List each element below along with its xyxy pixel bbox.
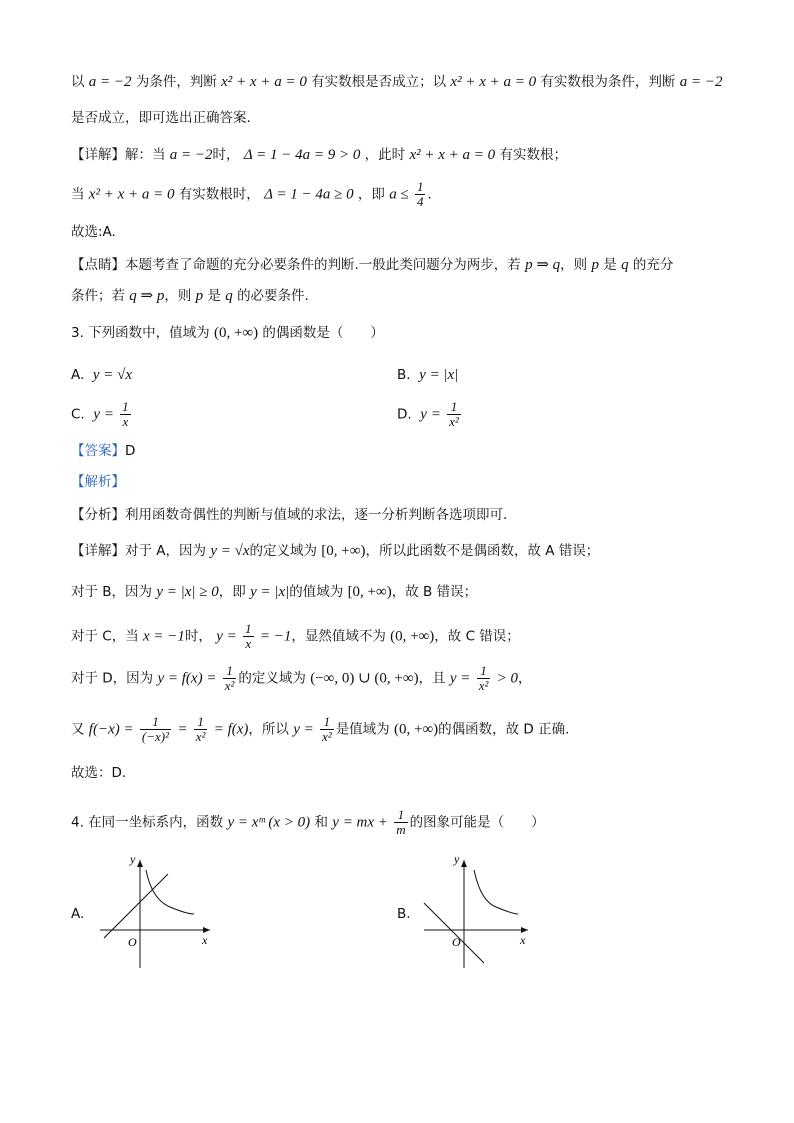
fraction bbox=[243, 622, 254, 651]
option-c bbox=[71, 400, 133, 429]
math-expr: y = √x bbox=[210, 543, 250, 559]
y-axis-label: y bbox=[130, 852, 136, 866]
math-expr: p bbox=[591, 257, 599, 273]
math-expr: p bbox=[195, 288, 204, 304]
text: 是 bbox=[207, 288, 221, 304]
math-expr: y = bbox=[293, 721, 314, 738]
detail-line bbox=[71, 145, 567, 165]
math-expr: (0, +∞) bbox=[390, 628, 435, 645]
math-expr: p ⇒ q bbox=[525, 257, 561, 273]
math-expr: a ≤ bbox=[389, 186, 409, 203]
option-label: B. bbox=[397, 367, 411, 383]
text: 条件；若 bbox=[71, 288, 125, 304]
text: 对于 A，因为 bbox=[125, 543, 207, 559]
text: 对于 B，因为 bbox=[71, 584, 153, 600]
math-expr: q bbox=[621, 257, 629, 273]
text: ，故 C 错误； bbox=[434, 628, 520, 645]
fraction bbox=[415, 180, 426, 209]
math-expr: y = xᵐ (x > 0) bbox=[227, 814, 311, 831]
text: . bbox=[427, 186, 432, 203]
text: 解：当 bbox=[125, 147, 166, 163]
question-stem bbox=[71, 323, 384, 343]
line-graph bbox=[104, 874, 168, 938]
denominator: 4 bbox=[416, 194, 424, 209]
numerator: 1 bbox=[320, 715, 334, 730]
text: ，故 B 错误； bbox=[391, 584, 478, 600]
fraction bbox=[140, 715, 171, 744]
text: ，且 bbox=[418, 670, 446, 687]
text-line: 故选:A. bbox=[71, 224, 116, 240]
denominator: x² bbox=[224, 678, 235, 693]
numerator: 1 bbox=[394, 808, 407, 823]
detail-line bbox=[71, 715, 569, 744]
section-tag: 【点睛】 bbox=[71, 257, 125, 273]
graph-a bbox=[90, 850, 220, 975]
math-expr: = bbox=[177, 721, 188, 738]
option-b bbox=[397, 365, 458, 385]
denominator: x bbox=[245, 636, 252, 651]
detail-line bbox=[71, 541, 599, 561]
x-axis-label: x bbox=[202, 933, 208, 947]
numerator: 1 bbox=[477, 664, 491, 679]
fraction bbox=[394, 808, 407, 837]
numerator: 1 bbox=[416, 179, 424, 194]
denominator: x² bbox=[449, 414, 459, 429]
option-label: D. bbox=[397, 406, 412, 423]
math-expr: y = bbox=[449, 670, 471, 687]
text: ，则 bbox=[560, 257, 588, 273]
text: 有实数根是否成立；以 bbox=[311, 74, 447, 90]
option-label: A. bbox=[71, 367, 85, 383]
math-expr: y = mx + bbox=[332, 814, 388, 831]
answer-value: D bbox=[125, 443, 136, 459]
math-expr: a = −2 bbox=[679, 74, 723, 90]
text: 3. 下列函数中，值域为 bbox=[71, 325, 210, 341]
math-expr: Δ = 1 − 4a = 9 > 0 bbox=[243, 147, 361, 163]
graph-b bbox=[414, 850, 544, 975]
fraction bbox=[120, 400, 131, 429]
power-curve bbox=[474, 870, 518, 914]
comment-line bbox=[71, 286, 309, 306]
fraction bbox=[477, 664, 491, 693]
fraction bbox=[320, 715, 334, 744]
text: 和 bbox=[314, 814, 328, 831]
analysis-line bbox=[71, 505, 507, 525]
text: ，所以 bbox=[248, 721, 289, 738]
origin-label: O bbox=[128, 935, 137, 949]
numerator: 1 bbox=[447, 400, 461, 415]
text: 当 bbox=[71, 186, 85, 203]
text: ，显然值域不为 bbox=[291, 628, 386, 645]
comment-line bbox=[71, 255, 673, 275]
math-expr: x = −1 bbox=[143, 628, 185, 645]
question-stem bbox=[71, 808, 545, 837]
text: ，即 bbox=[218, 584, 246, 600]
y-axis-label: y bbox=[454, 852, 460, 866]
text: 的定义域为 bbox=[238, 670, 306, 687]
text: 时， bbox=[184, 628, 212, 645]
text: 是值域为 bbox=[335, 721, 390, 738]
text: 为条件，判断 bbox=[135, 74, 217, 90]
text: 的图象可能是（ ） bbox=[409, 814, 545, 831]
graph-b-label: B. bbox=[397, 906, 411, 922]
text: 的值域为 bbox=[289, 584, 344, 600]
math-expr: y = |x| bbox=[419, 367, 459, 383]
line-graph bbox=[424, 903, 484, 963]
text: 有实数根时， bbox=[178, 186, 260, 203]
text: 的定义域为 bbox=[249, 543, 317, 559]
text: ， bbox=[518, 670, 532, 687]
answer-line bbox=[71, 441, 135, 461]
fraction bbox=[447, 400, 461, 429]
numerator: 1 bbox=[245, 621, 252, 636]
text: 4. 在同一坐标系内，函数 bbox=[71, 814, 224, 831]
text: 有实数根； bbox=[499, 147, 567, 163]
denominator: x² bbox=[322, 729, 332, 744]
section-tag: 【详解】 bbox=[71, 147, 125, 163]
fraction bbox=[194, 715, 208, 744]
denominator: x² bbox=[478, 678, 489, 693]
math-expr: [0, +∞) bbox=[321, 543, 366, 559]
math-expr: = f(x) bbox=[213, 721, 249, 738]
denominator: (−x)² bbox=[141, 729, 170, 744]
detail-line bbox=[71, 180, 432, 209]
y-axis-arrow bbox=[461, 860, 467, 867]
text: 以 bbox=[71, 74, 85, 90]
x-axis-label: x bbox=[520, 933, 526, 947]
option-label: C. bbox=[71, 406, 85, 423]
math-expr: > 0 bbox=[496, 670, 519, 687]
text: 对于 C，当 bbox=[71, 628, 139, 645]
answer-tag: 【答案】 bbox=[71, 443, 125, 459]
math-expr: f(−x) = bbox=[88, 721, 134, 738]
math-expr: (−∞, 0) ∪ (0, +∞) bbox=[310, 670, 419, 687]
text: 利用函数奇偶性的判断与值域的求法，逐一分析判断各选项即可. bbox=[125, 507, 508, 523]
text-line: 故选：D. bbox=[71, 765, 127, 781]
math-expr: (0, +∞) bbox=[213, 325, 259, 341]
fraction bbox=[223, 664, 237, 693]
origin-label: O bbox=[452, 935, 461, 949]
text: 是 bbox=[603, 257, 617, 273]
numerator: 1 bbox=[194, 715, 208, 730]
text: 对于 D，因为 bbox=[71, 670, 154, 687]
text-line bbox=[71, 72, 722, 92]
text: 又 bbox=[71, 721, 85, 738]
numerator: 1 bbox=[140, 715, 171, 730]
detail-line bbox=[71, 622, 520, 651]
option-d bbox=[397, 400, 463, 429]
math-expr: y = √x bbox=[92, 367, 133, 383]
denominator: x² bbox=[195, 729, 206, 744]
math-expr: x² + x + a = 0 bbox=[221, 74, 307, 90]
denominator: x bbox=[122, 414, 129, 429]
section-tag: 【详解】 bbox=[71, 543, 125, 559]
text: ，所以此函数不是偶函数，故 A 错误； bbox=[365, 543, 600, 559]
text: ，则 bbox=[164, 288, 192, 304]
text: 的偶函数是（ ） bbox=[262, 325, 384, 341]
math-expr: (0, +∞) bbox=[393, 721, 439, 738]
math-expr: y = |x| ≥ 0 bbox=[156, 584, 219, 600]
text: ，此时 bbox=[364, 147, 406, 163]
math-expr: Δ = 1 − 4a ≥ 0 bbox=[264, 186, 354, 203]
text: ，即 bbox=[357, 186, 385, 203]
text: 本题考查了命题的充分必要条件的判断.一般此类问题分为两步，若 bbox=[125, 257, 521, 273]
text: 的偶函数，故 D 正确. bbox=[438, 721, 570, 738]
math-expr: q bbox=[225, 288, 233, 304]
math-expr: a = −2 bbox=[169, 147, 213, 163]
math-expr: y = f(x) = bbox=[157, 670, 217, 687]
math-expr: y = |x| bbox=[250, 584, 290, 600]
numerator: 1 bbox=[223, 664, 237, 679]
detail-line bbox=[71, 582, 477, 602]
text: 有实数根为条件，判断 bbox=[540, 74, 676, 90]
text: 时， bbox=[212, 147, 240, 163]
math-expr: = −1 bbox=[259, 628, 292, 645]
text: 的必要条件. bbox=[237, 288, 309, 304]
math-expr: a = −2 bbox=[88, 74, 132, 90]
numerator: 1 bbox=[122, 399, 129, 414]
detail-line bbox=[71, 664, 532, 693]
graph-a-label: A. bbox=[71, 906, 85, 922]
power-curve bbox=[146, 870, 194, 914]
option-a bbox=[71, 365, 132, 385]
math-expr: y = bbox=[216, 628, 237, 645]
math-expr: y = bbox=[93, 406, 114, 423]
math-expr: [0, +∞) bbox=[347, 584, 392, 600]
text-line: 是否成立，即可选出正确答案. bbox=[71, 110, 251, 126]
section-tag: 【分析】 bbox=[71, 507, 125, 523]
math-expr: x² + x + a = 0 bbox=[88, 186, 175, 203]
math-expr: y = bbox=[420, 406, 441, 423]
y-axis-arrow bbox=[137, 860, 143, 867]
denominator: m bbox=[396, 822, 406, 837]
analysis-tag: 【解析】 bbox=[71, 474, 125, 490]
math-expr: x² + x + a = 0 bbox=[409, 147, 496, 163]
math-expr: x² + x + a = 0 bbox=[450, 74, 537, 90]
text: 的充分 bbox=[632, 257, 674, 273]
math-expr: q ⇒ p bbox=[129, 288, 165, 304]
